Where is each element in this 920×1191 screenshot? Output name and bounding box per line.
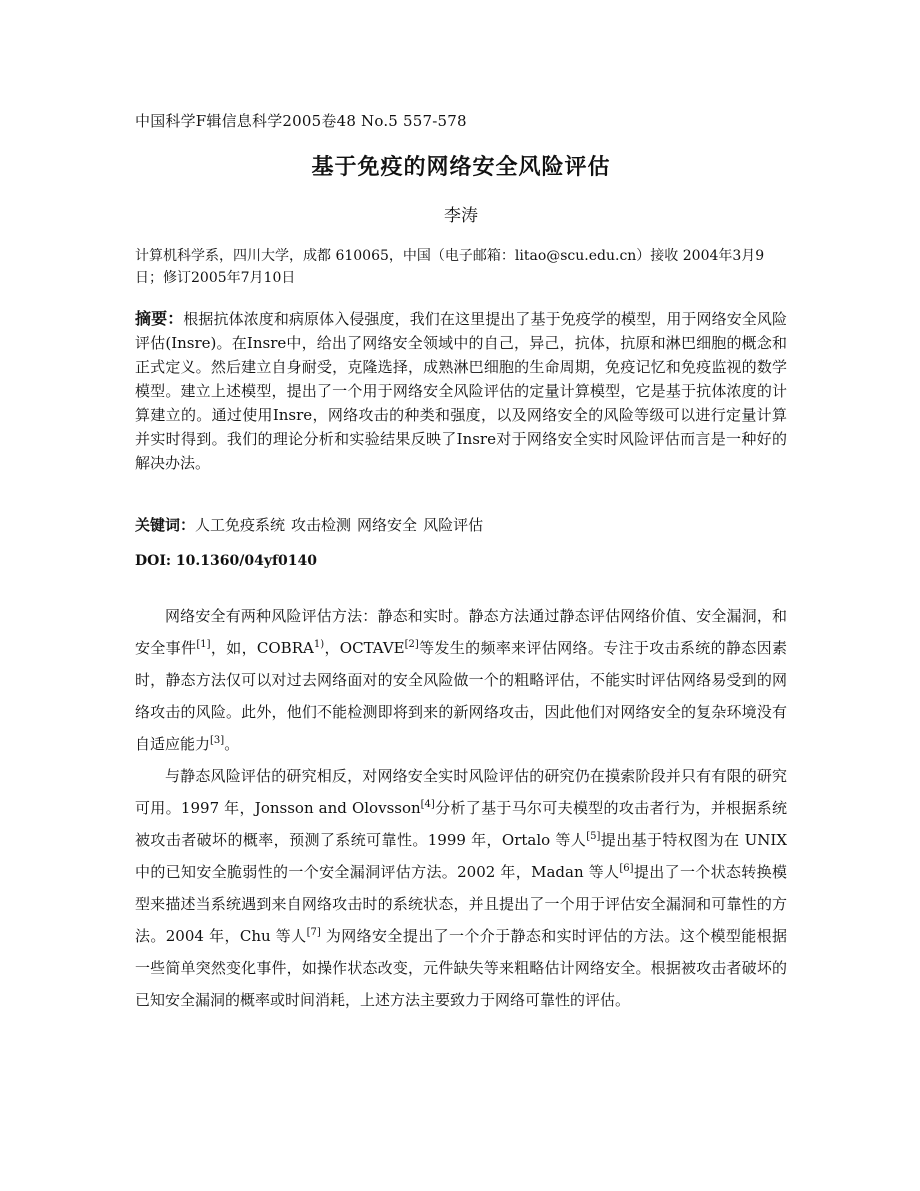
citation-ref: [1] <box>196 639 211 650</box>
keyword-item: 风险评估 <box>423 516 484 534</box>
citation-ref: [2] <box>404 639 419 650</box>
body-paragraph <box>135 600 787 760</box>
body-paragraph <box>135 760 787 1016</box>
citation-ref: [4] <box>420 799 435 810</box>
abstract-label: 摘要： <box>135 309 184 328</box>
citation-ref: [6] <box>619 863 634 874</box>
journal-citation: 中国科学F辑信息科学2005卷48 No.5 557-578 <box>135 112 467 130</box>
abstract <box>135 307 787 475</box>
author-name: 李涛 <box>444 206 478 226</box>
keyword-item: 攻击检测 <box>291 516 352 534</box>
body-text <box>135 600 787 1016</box>
paper-title: 基于免疫的网络安全风险评估 <box>311 154 611 180</box>
footnote-ref: 1) <box>313 639 325 650</box>
affiliation: 计算机科学系，四川大学，成都 610065，中国（电子邮箱：litao@scu.edu.cn）接收 2004年3月9日；修订2005年7月10日 <box>135 248 765 286</box>
keywords <box>135 514 787 535</box>
citation-ref: [7] <box>306 927 321 938</box>
abstract-text: 根据抗体浓度和病原体入侵强度，我们在这里提出了基于免疫学的模型，用于网络安全风险评估(Insre)。在Insre中，给出了网络安全领域中的自己，异己，抗体，抗原和淋巴细胞的概念和正式定义。然后建立自身耐受，克隆选择，成熟淋巴细胞的生命周期，免疫记忆和免疫监视的数学模型。建立上述模型，提出了一个用于网络安全风险评估的定量计算模型，它是基于抗体浓度的计算建立的。通过使用Insre，网络攻击的种类和强度，以及网络安全的风险等级可以进行定量计算并实时得到。我们的理论分析和实验结果反映了Insre对于网络安全实时风险评估而言是一种好的解决办法。 <box>135 310 787 472</box>
body-text-run: 为网络安全提出了一个介于静态和实时评估的方法。这个模型能根据一些简单突然变化事件，如操作状态改变，元件缺失等来粗略估计网络安全。根据被攻击者破坏的已知安全漏洞的概率或时间消耗，上述方法主要致力于网络可靠性的评估。 <box>135 927 787 1009</box>
body-text-run: 提出基于特权图为在 UNIX 中的已知安全脆弱性的一个安全漏洞评估方法。2002 年，Madan 等人 <box>135 831 788 881</box>
doi: DOI: 10.1360/04yf0140 <box>135 553 317 569</box>
body-text-run: 分析了基于马尔可夫模型的攻击者行为，并根据系统被攻击者破坏的概率，预测了系统可靠性。1999 年，Ortalo 等人 <box>135 799 787 849</box>
citation-ref: [5] <box>586 831 601 842</box>
keywords-label: 关键词： <box>135 516 196 534</box>
keyword-item: 人工免疫系统 <box>195 516 286 534</box>
body-text-run: ，OCTAVE <box>324 639 405 657</box>
body-text-run: ，如，COBRA <box>210 639 314 657</box>
body-text-run: 。 <box>224 735 240 753</box>
body-text-run: 等发生的频率来评估网络。专注于攻击系统的静态因素时，静态方法仅可以对过去网络面对的安全风险做一个的粗略评估，不能实时评估网络易受到的网络攻击的风险。此外，他们不能检测即将到来的新网络攻击，因此他们对网络安全的复杂环境没有自适应能力 <box>135 639 787 753</box>
body-text-run: 与静态风险评估的研究相反，对网络安全实时风险评估的研究仍在摸索阶段并只有有限的研究可用。1997 年，Jonsson and Olovsson <box>135 767 787 817</box>
citation-ref: [3] <box>210 735 225 746</box>
body-text-run: 网络安全有两种风险评估方法：静态和实时。静态方法通过静态评估网络价值、安全漏洞，和安全事件 <box>135 607 787 657</box>
body-text-run: 提出了一个状态转换模型来描述当系统遇到来自网络攻击时的系统状态，并且提出了一个用于评估安全漏洞和可靠性的方法。2004 年，Chu 等人 <box>135 863 787 945</box>
keyword-item: 网络安全 <box>357 516 418 534</box>
